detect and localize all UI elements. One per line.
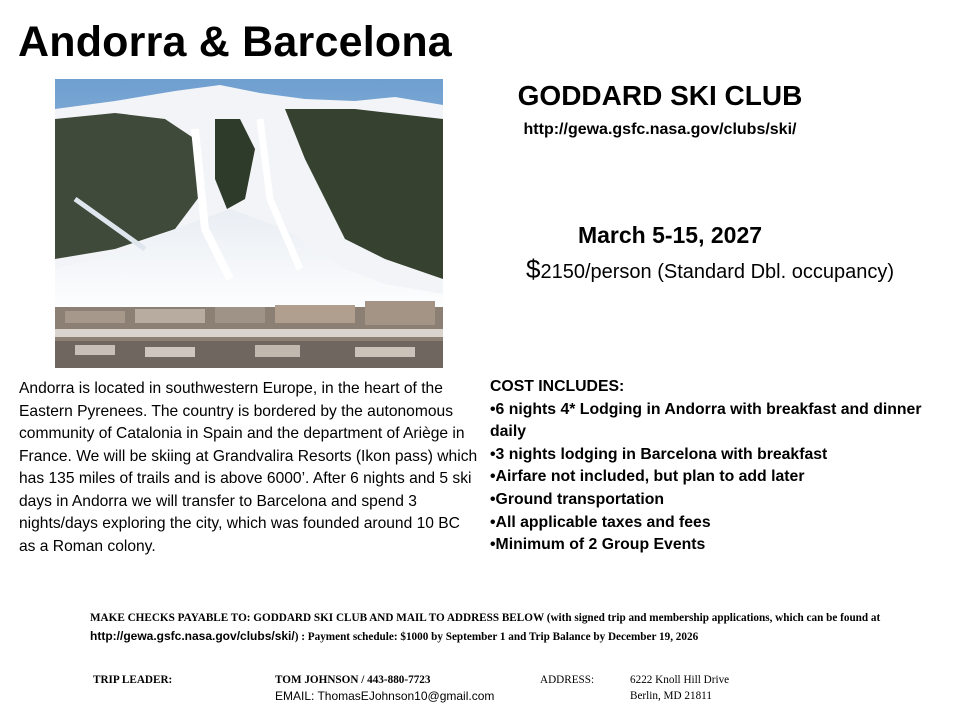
trip-dates: March 5-15, 2027 (577, 222, 763, 248)
club-name: GODDARD SKI CLUB (517, 80, 803, 111)
trip-description: Andorra is located in southwestern Europe, in the heart of the Eastern Pyrenees. The country is bordered by the autonomous community of Catalonia in Spain and the department of Ariège in France. We will be skiing at Grandvalira Resorts (Ikon pass) which has 135 miles of trails and is above 6000’. After 6 nights and 5 ski days in Andorra we will transfer to Barcelona and spend 3 nights/days exploring the city, which was founded around 10 BC as a Roman colony. (19, 380, 478, 555)
ski-resort-photo (55, 79, 443, 368)
payment-text-before: MAKE CHECKS PAYABLE TO: GODDARD SKI CLUB AND MAIL TO ADDRESS BELOW (with signed trip and membership applications, which can be found at (90, 612, 881, 624)
trip-leader-name: TOM JOHNSON / 443-880-7723 (275, 674, 431, 686)
club-url-link[interactable]: http://gewa.gsfc.nasa.gov/clubs/ski/ (523, 121, 797, 138)
trip-leader-email: EMAIL: ThomasEJohnson10@gmail.com (275, 689, 495, 703)
trip-price (470, 254, 950, 285)
price-currency-symbol: $ (525, 254, 541, 284)
address-line-1: 6222 Knoll Hill Drive (630, 674, 730, 686)
payment-text-after: ) : Payment schedule: $1000 by September 1 and Trip Balance by December 19, 2026 (294, 630, 699, 643)
payment-instructions (90, 610, 920, 646)
price-text: 2150/person (Standard Dbl. occupancy) (540, 261, 894, 283)
list-item: •Airfare not included, but plan to add later (490, 468, 805, 486)
address-line-2: Berlin, MD 21811 (630, 690, 712, 702)
list-item: •3 nights lodging in Barcelona with breakfast (490, 445, 828, 463)
list-item: •Ground transportation (490, 490, 665, 508)
list-item: •Minimum of 2 Group Events (490, 536, 706, 554)
list-item: •All applicable taxes and fees (490, 513, 711, 531)
page-title: Andorra & Barcelona (18, 18, 452, 66)
cost-includes (490, 376, 950, 557)
address-label: ADDRESS: (540, 674, 595, 686)
payment-url-link[interactable]: http://gewa.gsfc.nasa.gov/clubs/ski/ (90, 628, 295, 643)
trip-leader-label: TRIP LEADER: (93, 674, 173, 686)
cost-includes-heading: COST INCLUDES: (490, 378, 625, 395)
cost-includes-list (490, 399, 950, 557)
list-item: •6 nights 4* Lodging in Andorra with breakfast and dinner daily (490, 400, 922, 441)
